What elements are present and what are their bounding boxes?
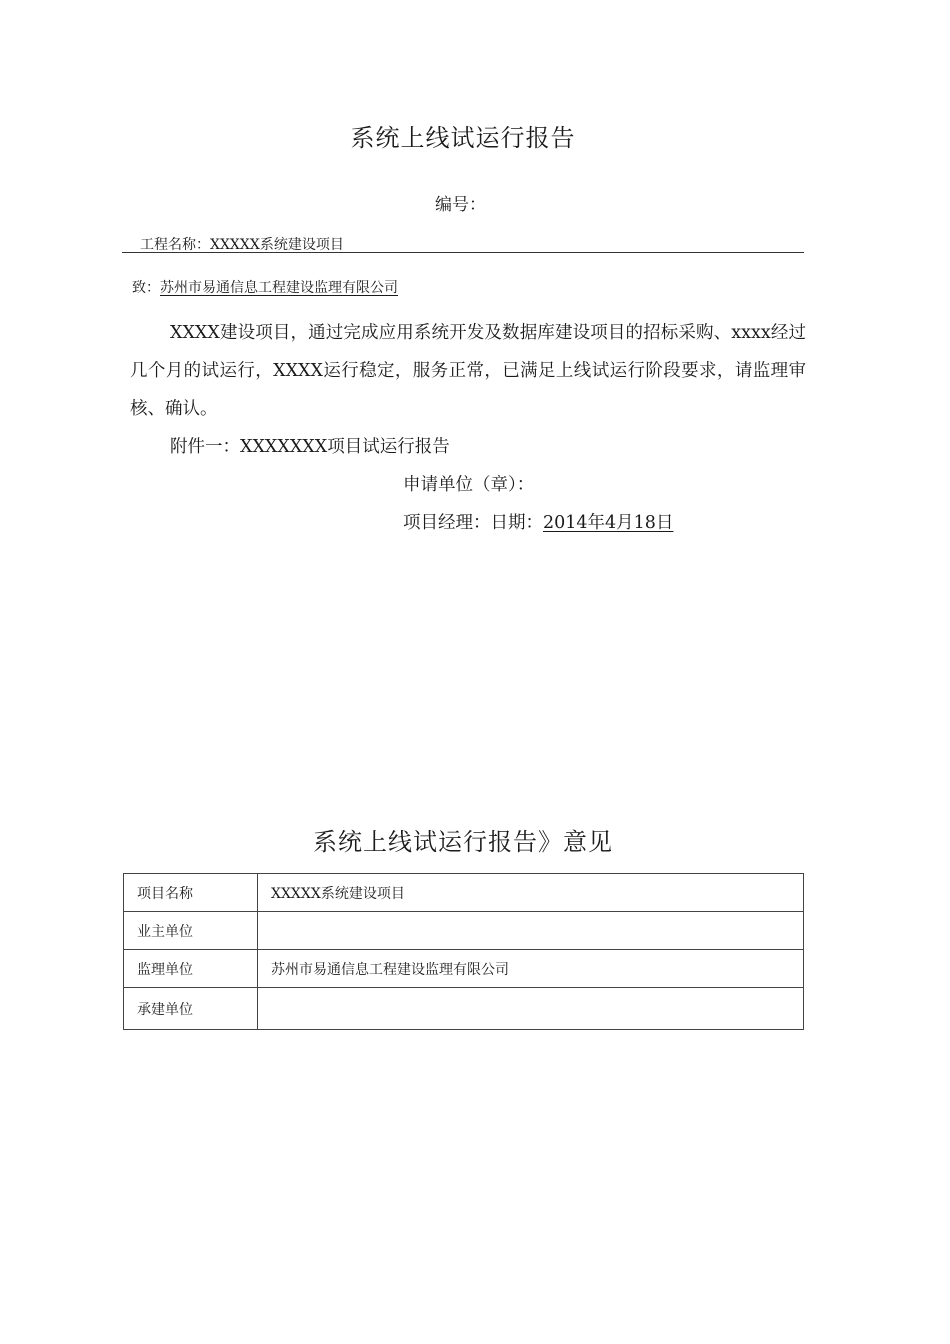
project-name-line	[122, 234, 804, 253]
body-paragraph: XXXX建设项目，通过完成应用系统开发及数据库建设项目的招标采购、xxxx经过几个月的试运行，XXXX运行稳定，服务正常，已满足上线试运行阶段要求，请监理审核、确认。	[130, 323, 806, 419]
table-row	[124, 988, 804, 1030]
recipient-label: 致：	[132, 280, 160, 296]
table-row	[124, 874, 804, 912]
table-row-value: XXXXX系统建设项目	[258, 874, 804, 912]
date-value: 2014年4月18日	[543, 513, 674, 533]
table-row-value: 苏州市易通信息工程建设监理有限公司	[258, 950, 804, 988]
project-name-text: 工程名称：XXXXX系统建设项目	[140, 237, 344, 253]
recipient-line	[132, 277, 398, 297]
table-row	[124, 912, 804, 950]
manager-date-line	[403, 504, 673, 542]
attachment-line: 附件一：XXXXXXX项目试运行报告	[170, 437, 450, 457]
manager-label: 项目经理：日期：	[403, 513, 543, 533]
table-row-label: 承建单位	[124, 988, 258, 1030]
page-title: 系统上线试运行报告	[350, 124, 576, 152]
serial-number-label: 编号：	[435, 195, 486, 215]
opinion-title: 系统上线试运行报告》意见	[313, 828, 613, 856]
project-info-table	[123, 873, 804, 1030]
applicant-line: 申请单位（章）：	[403, 475, 535, 495]
table-row-value	[258, 912, 804, 950]
table-row-value	[258, 988, 804, 1030]
table-row-label: 业主单位	[124, 912, 258, 950]
recipient-company: 苏州市易通信息工程建设监理有限公司	[160, 280, 398, 296]
table-row-label: 监理单位	[124, 950, 258, 988]
table-row-label: 项目名称	[124, 874, 258, 912]
table-row	[124, 950, 804, 988]
